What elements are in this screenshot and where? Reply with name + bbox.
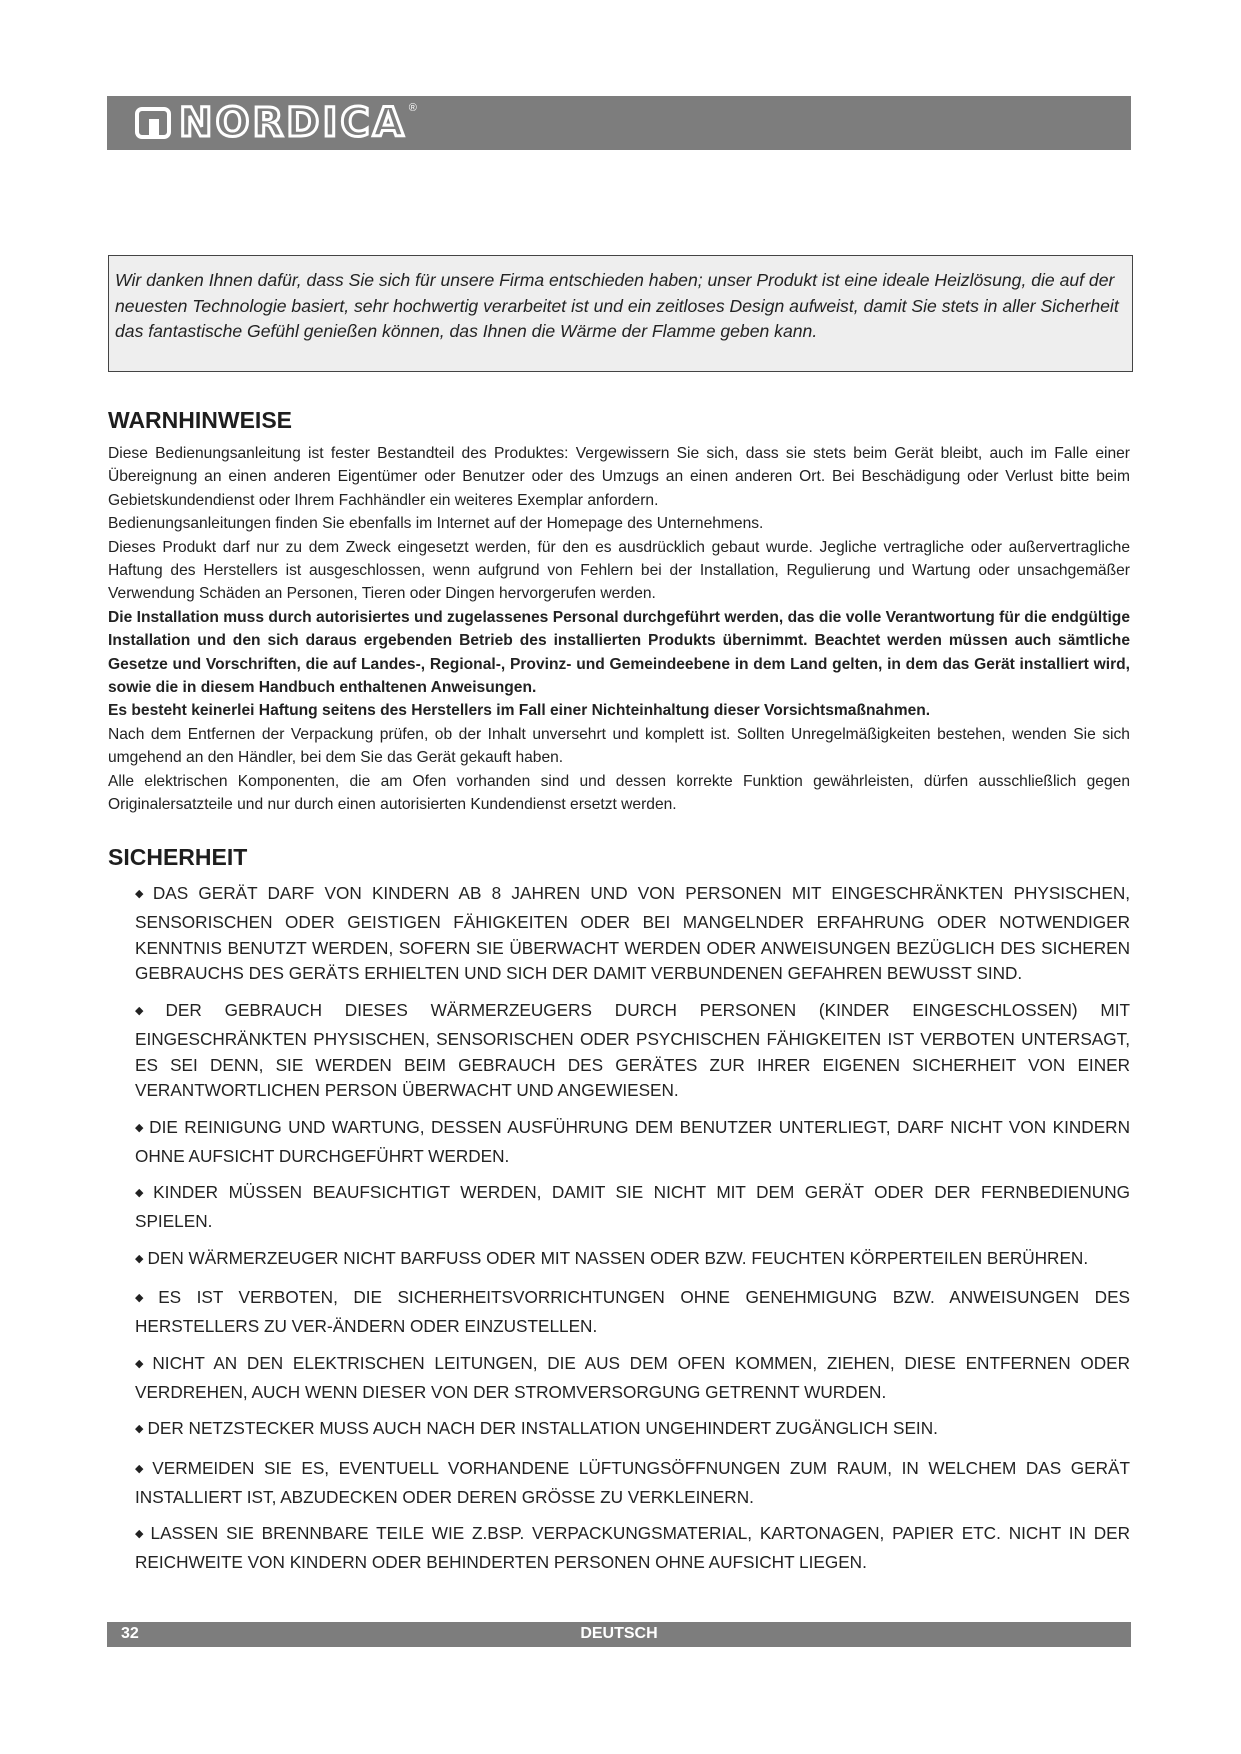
list-item — [135, 1416, 1130, 1445]
language-label: DEUTSCH — [580, 1625, 658, 1642]
list-item-text: NICHT AN DEN ELEKTRISCHEN LEITUNGEN, DIE AUS DEM OFEN KOMMEN, ZIEHEN, DIESE ENTFERNEN ODER VERDREHEN, AUCH WENN DIESER VON DER STROMVERSORGUNG GETRENNT WURDEN. — [135, 1352, 1130, 1402]
list-item-text: DER GEBRAUCH DIESES WÄRMERZEUGERS DURCH PERSONEN (KINDER EINGESCHLOSSEN) MIT EINGESCHRÄNKTEN PHYSISCHEN, SENSORISCHEN ODER PSYCHISCHEN FÄHIGKEITEN IST VERBOTEN UNTERSAGT, ES SEI DENN, SIE WERDEN BEIM GEBRAUCH DES GERÄTES ZUR IHRER EIGENEN SICHERHEIT VON EINER VERANTWORTLICHEN PERSON ÜBERWACHT UND ANGEWIESEN. — [135, 999, 1130, 1101]
bullet-icon: ◆ — [135, 1121, 146, 1134]
list-item-text: DEN WÄRMERZEUGER NICHT BARFUSS ODER MIT NASSEN ODER BZW. FEUCHTEN KÖRPERTEILEN BERÜHREN. — [147, 1247, 1089, 1268]
list-item-text: DAS GERÄT DARF VON KINDERN AB 8 JAHREN UND VON PERSONEN MIT EINGESCHRÄNKTEN PHYSISCHEN, SENSORISCHEN ODER GEISTIGEN FÄHIGKEITEN ODER BEI MANGELNDER ERFAHRUNG ODER NOTWENDIGER KENNTNIS BENUTZT WERDEN, SOFERN SIE ÜBERWACHT WERDEN ODER ANWEISUNGEN BEZÜGLICH DES SICHEREN GEBRAUCHS DES GERÄTS ERHIELTEN UND SICH DER DAMIT VERBUNDENEN GEFAHREN BEWUSST SIND. — [135, 883, 1130, 984]
bullet-icon: ◆ — [135, 1462, 149, 1475]
bullet-icon: ◆ — [135, 1187, 150, 1200]
sicherheit-list — [135, 881, 1130, 1587]
list-item — [135, 1285, 1130, 1340]
bullet-icon: ◆ — [135, 1423, 144, 1436]
logo-text: NORDICA — [179, 100, 407, 146]
bullet-icon: ◆ — [135, 1252, 144, 1265]
footer-bar — [107, 1622, 1131, 1647]
list-item-text: DER NETZSTECKER MUSS AUCH NACH DER INSTALLATION UNGEHINDERT ZUGÄNGLICH SEIN. — [147, 1418, 938, 1439]
warn-paragraph-bold: Die Installation muss durch autorisiertes und zugelassenes Personal durchgeführt werden, das die volle Verantwortung für die endgültige Installation und den sich daraus ergebenden Betrieb des installierten Produkts übernimmt. Beachtet werden müssen auch sämtliche Gesetze und Vorschriften, die auf Landes-, Regional-, Provinz- und Gemeindeebene in dem Land gelten, in dem das Gerät installiert wird, sowie die in diesem Handbuch enthaltenen Anweisungen. — [108, 608, 1130, 697]
warn-paragraph-bold: Es besteht keinerlei Haftung seitens des Herstellers im Fall einer Nichteinhaltung dieser Vorsichtsmaßnahmen. — [108, 702, 931, 720]
page-number: 32 — [121, 1625, 139, 1642]
list-item — [135, 1351, 1130, 1406]
warnhinweise-title: WARNHINWEISE — [108, 407, 292, 433]
list-item — [135, 881, 1130, 987]
brand-logo — [135, 100, 417, 146]
list-item-text: LASSEN SIE BRENNBARE TEILE WIE Z.BSP. VERPACKUNGSMATERIAL, KARTONAGEN, PAPIER ETC. NICHT IN DER REICHWEITE VON KINDERN ODER BEHINDERTEN PERSONEN OHNE AUFSICHT LIEGEN. — [135, 1523, 1130, 1572]
list-item — [135, 998, 1130, 1104]
bullet-icon: ◆ — [135, 1528, 147, 1541]
list-item-text: ES IST VERBOTEN, DIE SICHERHEITSVORRICHTUNGEN OHNE GENEHMIGUNG BZW. ANWEISUNGEN DES HERSTELLERS ZU VER-ÄNDERN ODER EINZUSTELLEN. — [135, 1287, 1130, 1337]
warn-paragraph: Nach dem Entfernen der Verpackung prüfen, ob der Inhalt unversehrt und komplett ist. Sollten Unregelmäßigkeiten bestehen, wenden Sie sich umgehend an den Händler, bei dem Sie das Gerät gekauft haben. — [108, 725, 1130, 767]
bullet-icon: ◆ — [135, 1004, 162, 1017]
list-item — [135, 1180, 1130, 1235]
bullet-icon: ◆ — [135, 888, 149, 900]
warn-paragraph: Dieses Produkt darf nur zu dem Zweck eingesetzt werden, für den es ausdrücklich gebaut wurde. Jegliche vertragliche oder außervertragliche Haftung des Herstellers ist ausgeschlossen, wenn aufgrund von Fehlern bei der Installation, Regulierung und Wartung oder unsachgemäßer Verwendung Schäden an Personen, Tieren oder Dingen hervorgerufen werden. — [108, 538, 1130, 603]
list-item-text: DIE REINIGUNG UND WARTUNG, DESSEN AUSFÜHRUNG DEM BENUTZER UNTERLIEGT, DARF NICHT VON KINDERN OHNE AUFSICHT DURCHGEFÜHRT WERDEN. — [135, 1116, 1130, 1166]
header-bar — [107, 96, 1131, 150]
list-item-text: KINDER MÜSSEN BEAUFSICHTIGT WERDEN, DAMIT SIE NICHT MIT DEM GERÄT ODER DER FERNBEDIENUNG SPIELEN. — [135, 1182, 1130, 1232]
list-item — [135, 1456, 1130, 1511]
list-item — [135, 1115, 1130, 1170]
warn-paragraph: Alle elektrischen Komponenten, die am Ofen vorhanden sind und dessen korrekte Funktion gewährleisten, dürfen ausschließlich gegen Originalersatzteile und nur durch einen autorisierten Kundendienst ersetzt werden. — [108, 772, 1130, 814]
warn-paragraph: Bedienungsanleitungen finden Sie ebenfalls im Internet auf der Homepage des Unternehmens. — [108, 515, 764, 533]
intro-box: Wir danken Ihnen dafür, dass Sie sich für unsere Firma entschieden haben; unser Produkt ist eine ideale Heizlösung, die auf der neuesten Technologie basiert, sehr hochwertig verarbeitet ist und ein zeitloses Design aufweist, damit Sie stets in aller Sicherheit das fantastische Gefühl genießen können, das Ihnen die Wärme der Flamme geben kann. — [108, 255, 1133, 372]
list-item — [135, 1246, 1130, 1275]
warnhinweise-body — [108, 442, 1130, 817]
registered-mark: ® — [408, 102, 417, 114]
list-item — [135, 1521, 1130, 1576]
logo-mark-icon — [135, 107, 171, 139]
bullet-icon: ◆ — [135, 1357, 149, 1370]
warn-paragraph: Diese Bedienungsanleitung ist fester Bestandteil des Produktes: Vergewissern Sie sich, dass sie stets beim Gerät bleibt, auch im Falle einer Übereignung an einen anderen Eigentümer oder Benutzer oder des Umzugs an einen anderen Ort. Bei Beschädigung oder Verlust bitte beim Gebietskundendienst oder Ihrem Fachhändler ein weiteres Exemplar anfordern. — [108, 445, 1130, 509]
list-item-text: VERMEIDEN SIE ES, EVENTUELL VORHANDENE LÜFTUNGSÖFFNUNGEN ZUM RAUM, IN WELCHEM DAS GERÄT INSTALLIERT IST, ABZUDECKEN ODER DEREN GRÖSSE ZU VERKLEINERN. — [135, 1457, 1130, 1507]
bullet-icon: ◆ — [135, 1292, 155, 1305]
sicherheit-title: SICHERHEIT — [108, 844, 248, 870]
